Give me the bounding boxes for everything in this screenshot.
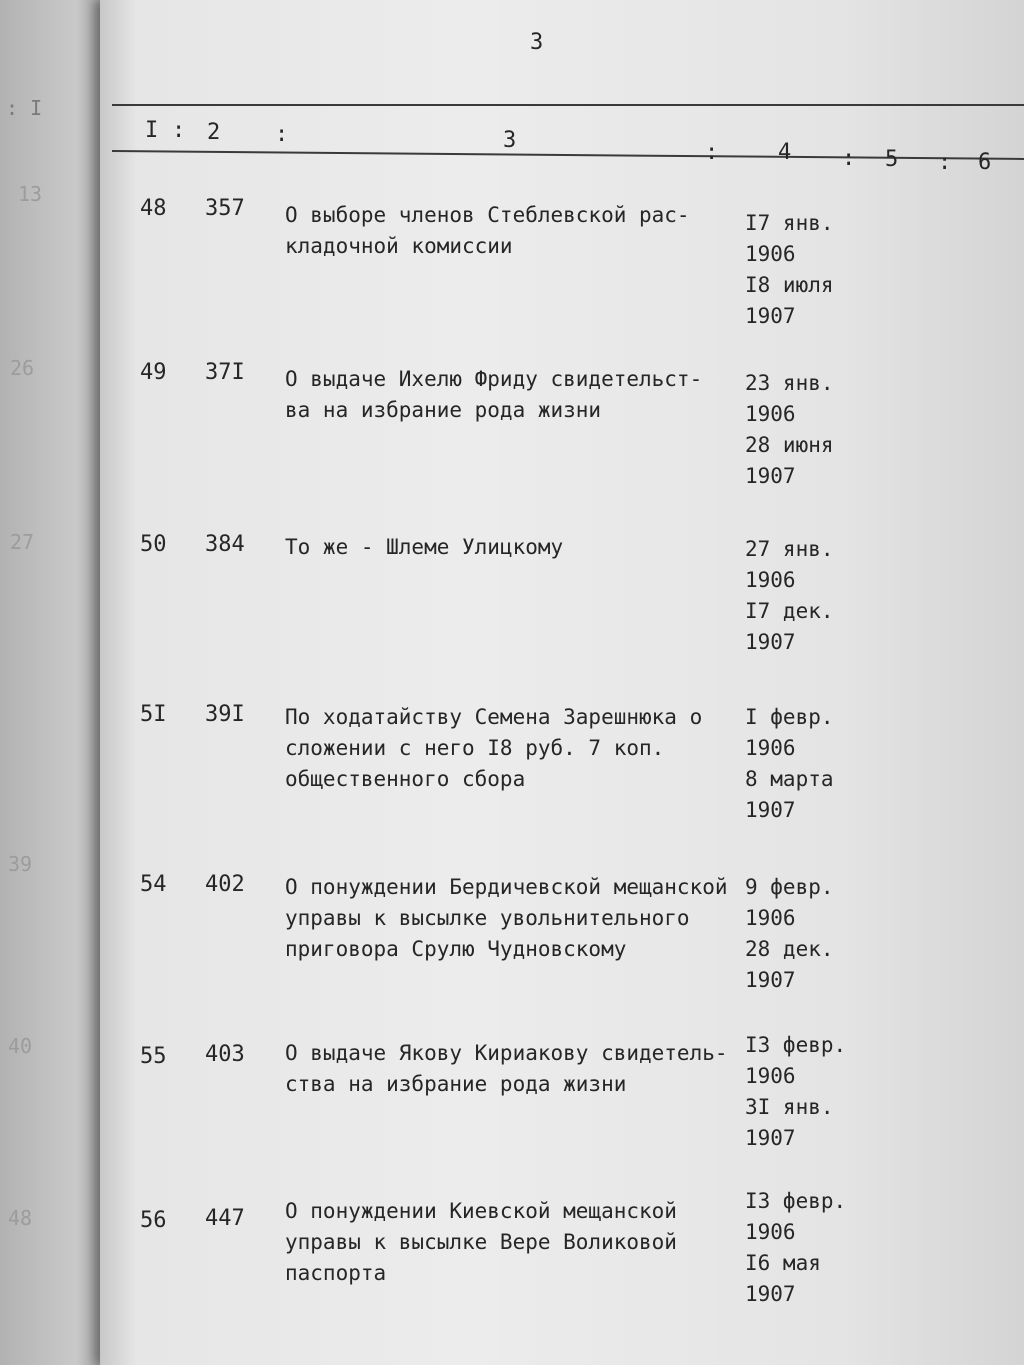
start-year: 1906 (745, 242, 796, 266)
file-number: 447 (205, 1206, 245, 1231)
record-dates (745, 872, 855, 996)
header-separator: : (705, 140, 720, 165)
start-date: 9 февр. (745, 875, 834, 899)
start-year: 1906 (745, 906, 796, 930)
record-title: То же - Шлеме Улицкому (285, 535, 564, 559)
record-number: 54 (140, 872, 167, 897)
start-year: 1906 (745, 1220, 796, 1244)
record-dates (745, 368, 855, 492)
table-row (0, 872, 1024, 1002)
start-date: 27 янв. (745, 537, 834, 561)
header-col-3: 3 (503, 128, 518, 153)
record-number: 55 (140, 1044, 167, 1069)
table-row (0, 1033, 1024, 1168)
record-number: 56 (140, 1208, 167, 1233)
table-row (0, 360, 1024, 490)
start-year: 1906 (745, 736, 796, 760)
table-row (0, 1189, 1024, 1336)
record-dates (745, 1030, 855, 1154)
start-date: I7 янв. (745, 211, 834, 235)
record-dates (745, 1186, 855, 1310)
end-date: 3I янв. (745, 1095, 834, 1119)
record-title: О понуждении Бердичевской мещанской управы к высылке увольнительного приговора Срулю Чудновскому (285, 875, 728, 961)
end-year: 1907 (745, 1126, 796, 1150)
left-margin-number: 40 (8, 1034, 33, 1058)
start-date: I3 февр. (745, 1033, 847, 1057)
file-number: 39I (205, 702, 245, 727)
end-date: 28 дек. (745, 937, 834, 961)
table-row (0, 532, 1024, 662)
left-margin-number: 13 (18, 182, 43, 206)
start-year: 1906 (745, 1064, 796, 1088)
header-separator: : (275, 122, 290, 147)
end-date: 28 июня (745, 433, 834, 457)
left-margin-number: 48 (8, 1206, 33, 1230)
record-number: 5I (140, 702, 167, 727)
end-date: I7 дек. (745, 599, 834, 623)
left-margin-number: 27 (10, 530, 35, 554)
end-year: 1907 (745, 304, 796, 328)
end-year: 1907 (745, 968, 796, 992)
end-year: 1907 (745, 798, 796, 822)
end-date: 8 марта (745, 767, 834, 791)
record-title: По ходатайству Семена Зарешнюка о сложении с него I8 руб. 7 коп. общественного сбора (285, 705, 703, 791)
header-col-4: 4 (778, 140, 793, 165)
record-number: 49 (140, 360, 167, 385)
end-year: 1907 (745, 630, 796, 654)
end-date: I6 мая (745, 1251, 821, 1275)
header-col-2: 2 (207, 120, 222, 145)
header-col-6: 6 (978, 150, 993, 175)
start-date: 23 янв. (745, 371, 834, 395)
header-separator: : (842, 146, 857, 171)
file-number: 37I (205, 360, 245, 385)
file-number: 402 (205, 872, 245, 897)
record-dates (745, 208, 855, 332)
left-margin-number: 26 (10, 356, 35, 380)
start-year: 1906 (745, 402, 796, 426)
start-date: I3 февр. (745, 1189, 847, 1213)
start-date: I февр. (745, 705, 834, 729)
header-separator: : (172, 118, 187, 143)
end-date: I8 июля (745, 273, 834, 297)
header-separator: : (938, 150, 953, 175)
header-top-rule (112, 104, 1024, 106)
record-number: 48 (140, 196, 167, 221)
end-year: 1907 (745, 464, 796, 488)
header-col-5: 5 (885, 147, 900, 172)
left-margin-number: 39 (8, 852, 33, 876)
file-number: 384 (205, 532, 245, 557)
table-row (0, 702, 1024, 832)
file-number: 357 (205, 196, 245, 221)
page-number: 3 (530, 30, 544, 55)
left-header-fragment: : I (6, 96, 43, 120)
record-dates (745, 534, 855, 658)
record-title: О понуждении Киевской мещанской управы к высылке Вере Воликовой паспорта (285, 1199, 677, 1285)
start-year: 1906 (745, 568, 796, 592)
header-col-1: I (145, 118, 160, 143)
record-number: 50 (140, 532, 167, 557)
file-number: 403 (205, 1042, 245, 1067)
end-year: 1907 (745, 1282, 796, 1306)
record-title: О выдаче Якову Кириакову свидетель- ства на избрание рода жизни (285, 1041, 728, 1096)
record-title: О выборе членов Стеблевской рас- кладочной комиссии (285, 203, 690, 258)
record-title: О выдаче Ихелю Фриду свидетельст- ва на избрание рода жизни (285, 367, 703, 422)
record-dates (745, 702, 855, 826)
table-row (0, 196, 1024, 326)
